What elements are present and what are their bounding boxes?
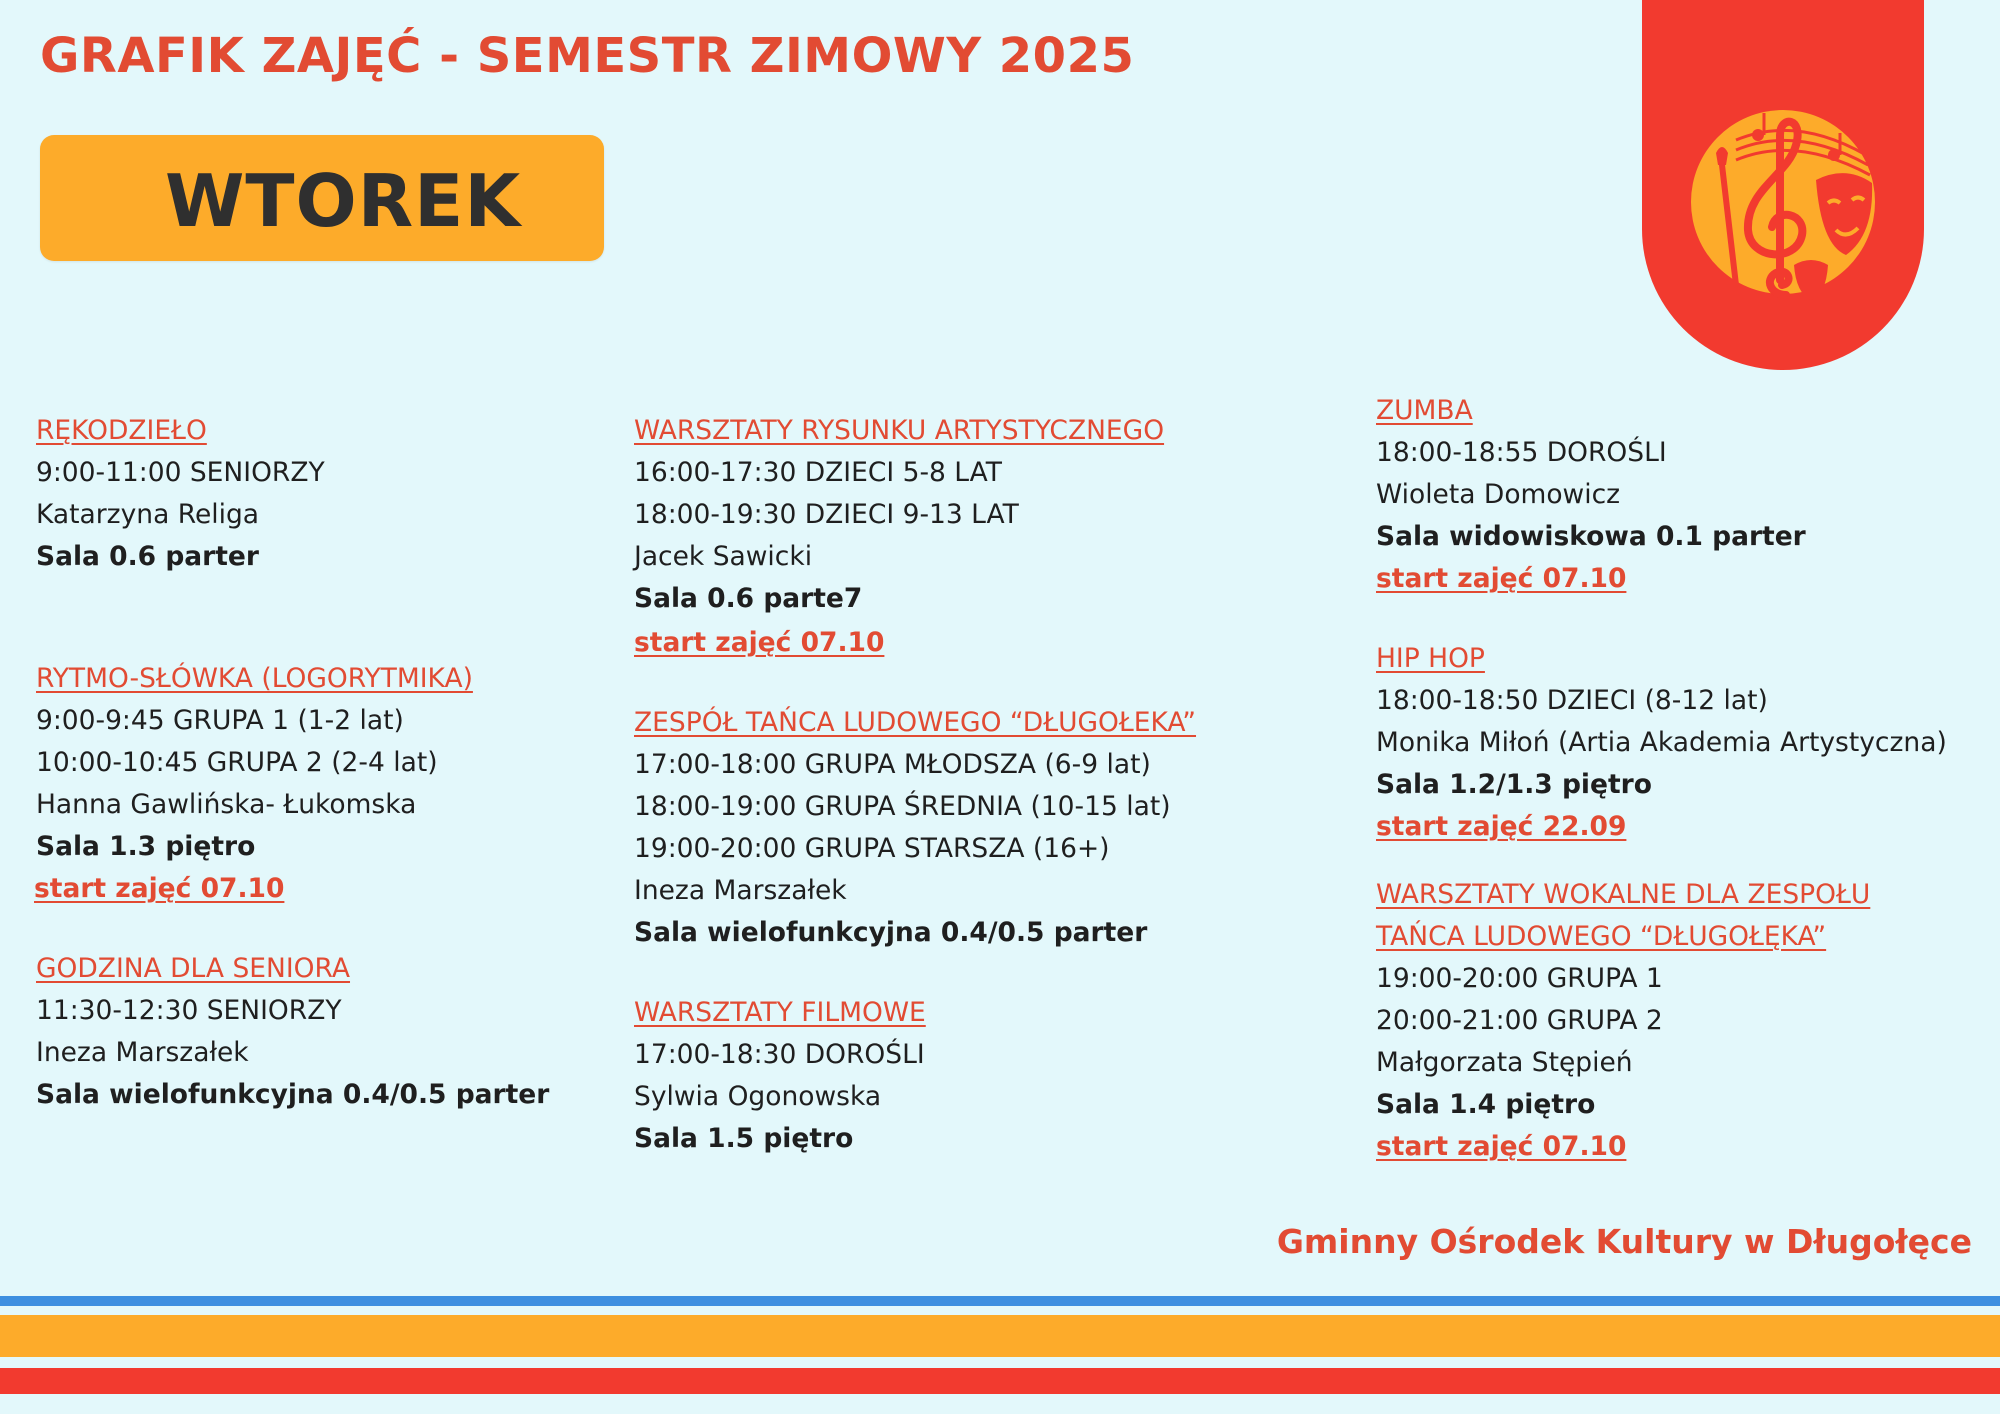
activity-title: HIP HOP: [1376, 643, 1485, 674]
room-label: Sala 1.3 piętro: [36, 831, 256, 862]
instructor-name: Jacek Sawicki: [634, 541, 813, 572]
schedule-entry-zespol-tanca: [634, 702, 1354, 954]
schedule-entry-rytmo-slowka: [36, 658, 596, 910]
start-date-link[interactable]: start zajęć 07.10: [1376, 1131, 1627, 1162]
organization-name: Gminny Ośrodek Kultury w Długołęce: [1276, 1222, 1972, 1261]
start-date-link[interactable]: start zajęć 07.10: [34, 873, 285, 904]
time-slot: 17:00-18:00 GRUPA MŁODSZA (6-9 lat): [634, 749, 1151, 780]
instructor-name: Hanna Gawlińska- Łukomska: [36, 789, 417, 820]
time-slot: 19:00-20:00 GRUPA STARSZA (16+): [634, 833, 1110, 864]
schedule-entry-warsztaty-wokalne: [1376, 874, 1976, 1168]
start-date-link[interactable]: start zajęć 22.09: [1376, 811, 1627, 842]
instructor-name: Ineza Marszałek: [634, 875, 847, 906]
activity-title: RĘKODZIEŁO: [36, 415, 207, 446]
time-slot: 18:00-18:55 DOROŚLI: [1376, 437, 1667, 468]
time-slot: 11:30-12:30 SENIORZY: [36, 995, 342, 1026]
day-badge: [40, 135, 604, 261]
arts-emblem-icon: [1676, 95, 1890, 309]
time-slot: 19:00-20:00 GRUPA 1: [1376, 963, 1663, 994]
time-slot: 18:00-18:50 DZIECI (8-12 lat): [1376, 685, 1768, 716]
activity-title-line-1: WARSZTATY WOKALNE DLA ZESPOŁU: [1376, 879, 1871, 910]
room-label: Sala wielofunkcyjna 0.4/0.5 parter: [36, 1079, 550, 1110]
time-slot: 10:00-10:45 GRUPA 2 (2-4 lat): [36, 747, 438, 778]
room-label: Sala wielofunkcyjna 0.4/0.5 parter: [634, 917, 1148, 948]
time-slot: 16:00-17:30 DZIECI 5-8 LAT: [634, 457, 1002, 488]
time-slot: 17:00-18:30 DOROŚLI: [634, 1039, 925, 1070]
time-slot: 9:00-9:45 GRUPA 1 (1-2 lat): [36, 705, 404, 736]
schedule-column-3: [1376, 390, 1976, 1168]
room-label: Sala 1.2/1.3 piętro: [1376, 769, 1652, 800]
schedule-entry-warsztaty-filmowe: [634, 992, 1354, 1160]
room-label: Sala 1.5 piętro: [634, 1123, 854, 1154]
page-title: GRAFIK ZAJĘĆ - SEMESTR ZIMOWY 2025: [40, 28, 1135, 84]
footer-stripe-red: [0, 1368, 2000, 1394]
instructor-name: Wioleta Domowicz: [1376, 479, 1621, 510]
schedule-column-1: [36, 410, 596, 1116]
schedule-entry-rekodzielo: [36, 410, 596, 578]
activity-title-line-2: TAŃCA LUDOWEGO “DŁUGOŁĘKA”: [1376, 921, 1827, 952]
schedule-entry-warsztaty-rysunku: [634, 410, 1354, 664]
activity-title: GODZINA DLA SENIORA: [36, 953, 351, 984]
room-label: Sala 0.6 parte7: [634, 583, 863, 614]
schedule-entry-zumba: [1376, 390, 1976, 600]
activity-title: ZUMBA: [1376, 395, 1473, 426]
instructor-name: Małgorzata Stępień: [1376, 1047, 1633, 1078]
room-label: Sala 1.4 piętro: [1376, 1089, 1596, 1120]
start-date-link[interactable]: start zajęć 07.10: [634, 627, 885, 658]
time-slot: 18:00-19:30 DZIECI 9-13 LAT: [634, 499, 1019, 530]
logo-banner: [1642, 0, 1924, 370]
time-slot: 9:00-11:00 SENIORZY: [36, 457, 325, 488]
time-slot: 18:00-19:00 GRUPA ŚREDNIA (10-15 lat): [634, 791, 1171, 822]
schedule-entry-hip-hop: [1376, 638, 1976, 848]
instructor-name: Monika Miłoń (Artia Akademia Artystyczna): [1376, 727, 1947, 758]
time-slot: 20:00-21:00 GRUPA 2: [1376, 1005, 1663, 1036]
start-date-link[interactable]: start zajęć 07.10: [1376, 563, 1627, 594]
schedule-entry-godzina-dla-seniora: [36, 948, 596, 1116]
activity-title: RYTMO-SŁÓWKA (LOGORYTMIKA): [36, 663, 473, 694]
instructor-name: Ineza Marszałek: [36, 1037, 249, 1068]
instructor-name: Sylwia Ogonowska: [634, 1081, 882, 1112]
activity-title: WARSZTATY FILMOWE: [634, 997, 926, 1028]
room-label: Sala 0.6 parter: [36, 541, 259, 572]
footer-stripe-blue: [0, 1296, 2000, 1306]
activity-title: WARSZTATY RYSUNKU ARTYSTYCZNEGO: [634, 415, 1165, 446]
instructor-name: Katarzyna Religa: [36, 499, 260, 530]
activity-title: ZESPÓŁ TAŃCA LUDOWEGO “DŁUGOŁEKA”: [634, 707, 1197, 738]
footer-stripe-orange: [0, 1315, 2000, 1357]
room-label: Sala widowiskowa 0.1 parter: [1376, 521, 1806, 552]
schedule-column-2: [634, 410, 1354, 1160]
day-label: WTOREK: [165, 159, 522, 243]
